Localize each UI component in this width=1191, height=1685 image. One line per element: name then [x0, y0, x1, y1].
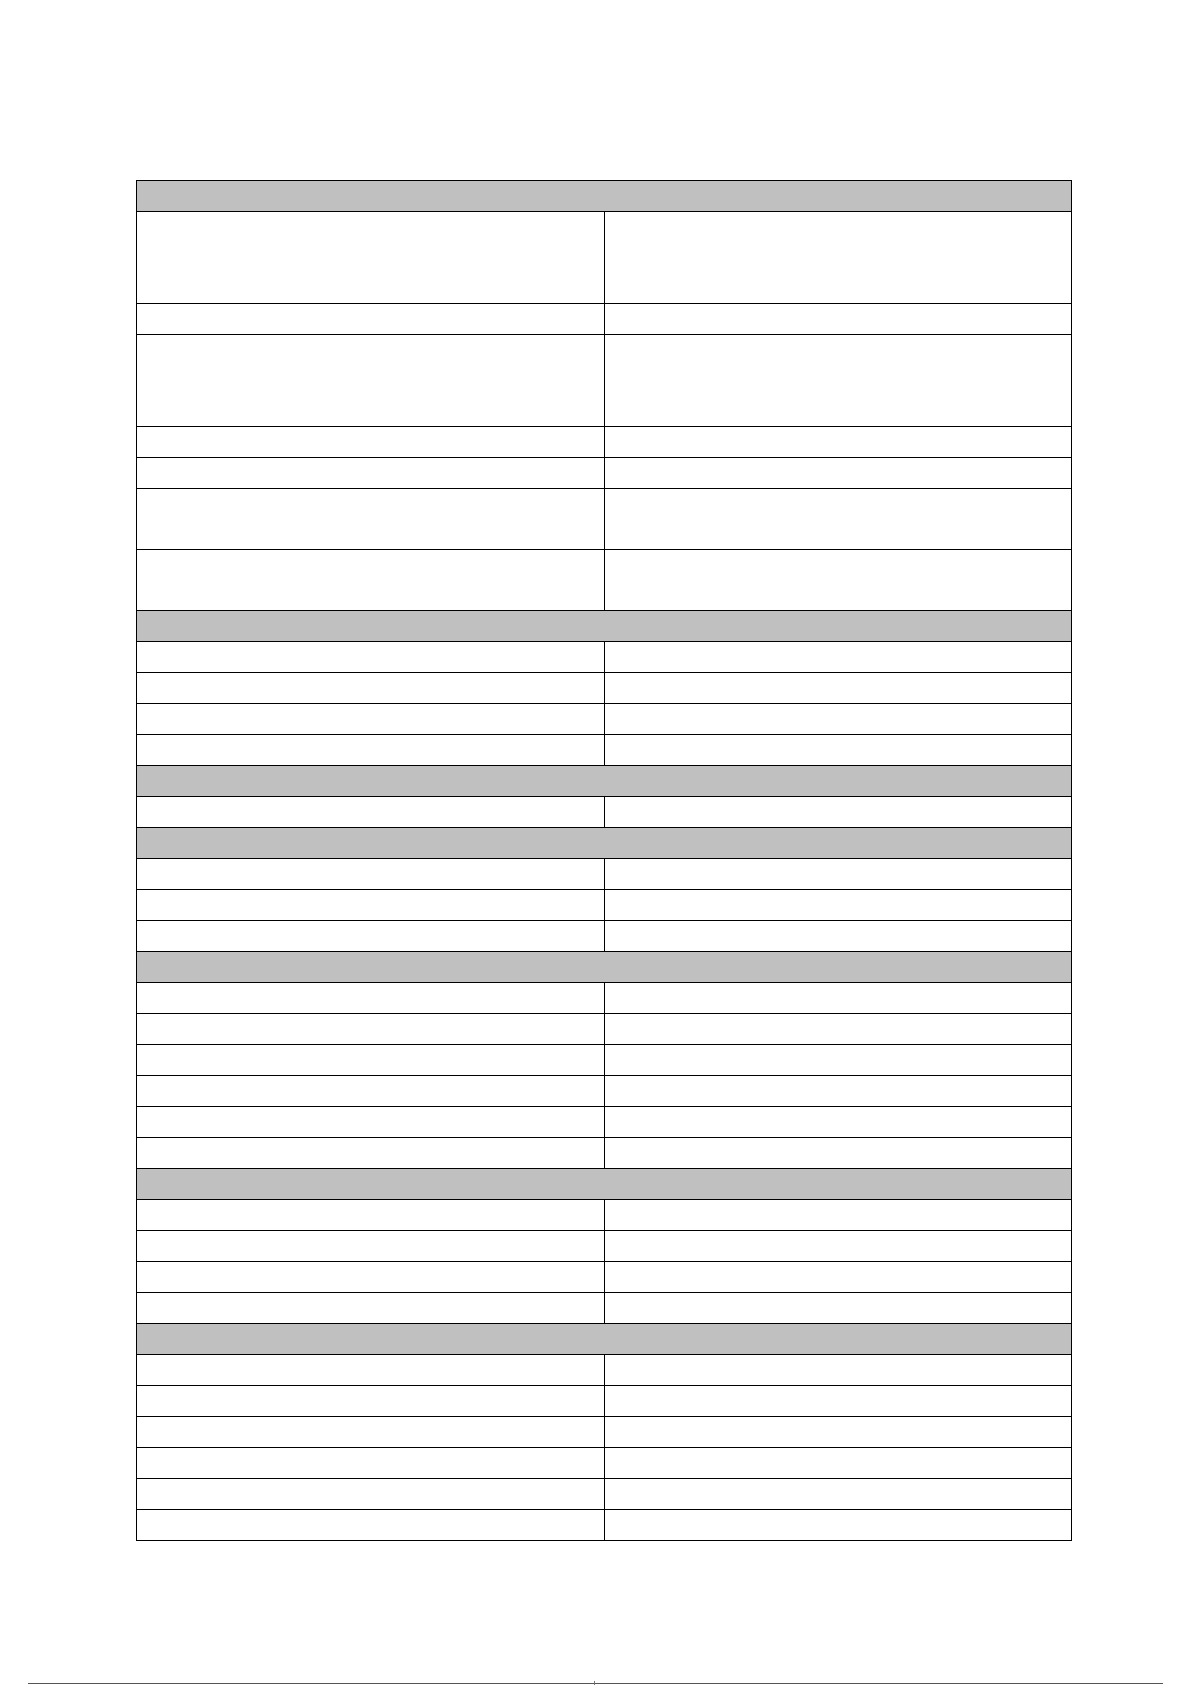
section-header-row [137, 611, 1072, 642]
form-table-body [137, 181, 1072, 1541]
field-value[interactable] [604, 1076, 1072, 1107]
form-row [137, 1355, 1072, 1386]
field-label [137, 304, 605, 335]
field-value[interactable] [604, 1355, 1072, 1386]
field-label [137, 1107, 605, 1138]
form-row [137, 673, 1072, 704]
field-label [137, 1448, 605, 1479]
field-label [137, 1355, 605, 1386]
field-label [137, 1479, 605, 1510]
form-row [137, 1417, 1072, 1448]
field-value[interactable] [604, 797, 1072, 828]
page-footer-tick [594, 1681, 595, 1685]
field-label [137, 1231, 605, 1262]
section-header-row [137, 766, 1072, 797]
field-value[interactable] [604, 1014, 1072, 1045]
form-row [137, 489, 1072, 550]
form-row [137, 642, 1072, 673]
form-row [137, 1479, 1072, 1510]
field-label [137, 489, 605, 550]
field-label [137, 1510, 605, 1541]
field-label [137, 1417, 605, 1448]
field-label [137, 921, 605, 952]
form-row [137, 1386, 1072, 1417]
field-value[interactable] [604, 1479, 1072, 1510]
form-row [137, 1200, 1072, 1231]
section-header [137, 952, 1072, 983]
field-label [137, 212, 605, 304]
form-row [137, 859, 1072, 890]
field-label [137, 859, 605, 890]
form-row [137, 550, 1072, 611]
field-value[interactable] [604, 212, 1072, 304]
field-value[interactable] [604, 1262, 1072, 1293]
field-label [137, 673, 605, 704]
form-row [137, 1262, 1072, 1293]
field-value[interactable] [604, 427, 1072, 458]
form-row [137, 797, 1072, 828]
form-row [137, 1045, 1072, 1076]
field-value[interactable] [604, 921, 1072, 952]
page-footer-rule [28, 1683, 1163, 1684]
field-value[interactable] [604, 1510, 1072, 1541]
field-label [137, 1200, 605, 1231]
form-row [137, 983, 1072, 1014]
form-table [136, 180, 1072, 1541]
field-value[interactable] [604, 489, 1072, 550]
section-header-row [137, 952, 1072, 983]
section-header-row [137, 828, 1072, 859]
field-value[interactable] [604, 1045, 1072, 1076]
field-value[interactable] [604, 1386, 1072, 1417]
section-header [137, 181, 1072, 212]
field-value[interactable] [604, 335, 1072, 427]
form-row [137, 1510, 1072, 1541]
form-row [137, 704, 1072, 735]
field-value[interactable] [604, 642, 1072, 673]
form-row [137, 1107, 1072, 1138]
field-label [137, 1262, 605, 1293]
field-label [137, 983, 605, 1014]
form-row [137, 458, 1072, 489]
section-header [137, 766, 1072, 797]
form-row [137, 1293, 1072, 1324]
form-row [137, 1014, 1072, 1045]
field-label [137, 797, 605, 828]
form-row [137, 335, 1072, 427]
section-header [137, 828, 1072, 859]
section-header [137, 611, 1072, 642]
section-header-row [137, 1169, 1072, 1200]
field-label [137, 458, 605, 489]
field-value[interactable] [604, 1293, 1072, 1324]
form-row [137, 1138, 1072, 1169]
field-label [137, 704, 605, 735]
form-row [137, 1231, 1072, 1262]
field-value[interactable] [604, 550, 1072, 611]
section-header-row [137, 181, 1072, 212]
field-value[interactable] [604, 458, 1072, 489]
field-label [137, 427, 605, 458]
field-value[interactable] [604, 1231, 1072, 1262]
form-row [137, 735, 1072, 766]
field-label [137, 642, 605, 673]
field-label [137, 335, 605, 427]
field-value[interactable] [604, 983, 1072, 1014]
section-header-row [137, 1324, 1072, 1355]
field-label [137, 1014, 605, 1045]
field-value[interactable] [604, 704, 1072, 735]
field-value[interactable] [604, 735, 1072, 766]
field-value[interactable] [604, 859, 1072, 890]
field-value[interactable] [604, 673, 1072, 704]
form-row [137, 212, 1072, 304]
field-value[interactable] [604, 1417, 1072, 1448]
field-label [137, 550, 605, 611]
field-label [137, 1293, 605, 1324]
field-label [137, 1386, 605, 1417]
field-label [137, 1045, 605, 1076]
field-label [137, 1076, 605, 1107]
field-label [137, 890, 605, 921]
form-row [137, 921, 1072, 952]
field-value[interactable] [604, 1448, 1072, 1479]
field-value[interactable] [604, 890, 1072, 921]
field-value[interactable] [604, 304, 1072, 335]
field-value[interactable] [604, 1200, 1072, 1231]
section-header [137, 1324, 1072, 1355]
form-row [137, 427, 1072, 458]
form-row [137, 304, 1072, 335]
field-value[interactable] [604, 1107, 1072, 1138]
form-row [137, 1076, 1072, 1107]
form-row [137, 890, 1072, 921]
field-label [137, 1138, 605, 1169]
section-header [137, 1169, 1072, 1200]
field-value[interactable] [604, 1138, 1072, 1169]
form-row [137, 1448, 1072, 1479]
field-label [137, 735, 605, 766]
